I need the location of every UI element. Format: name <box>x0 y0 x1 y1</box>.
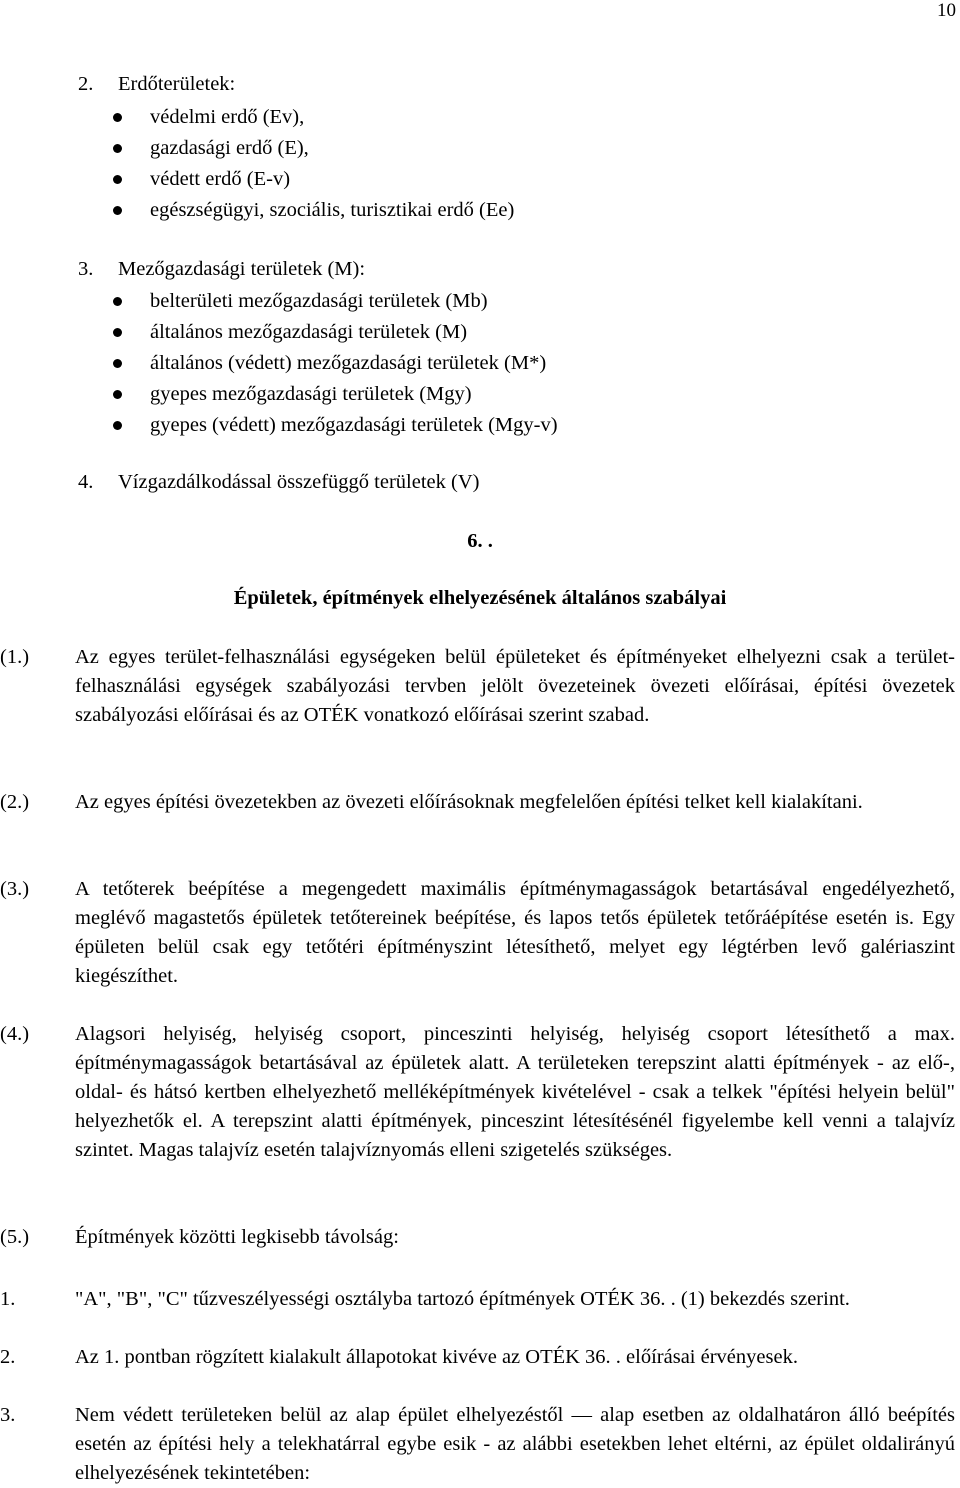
item-number: 1. <box>0 1288 16 1310</box>
paragraph <box>0 875 960 991</box>
page-number: 10 <box>937 0 956 21</box>
list-item: általános (védett) mezőgazdasági területek (M*) <box>104 348 558 379</box>
paragraph-text: Építmények közötti legkisebb távolság: <box>75 1226 399 1248</box>
numbered-item <box>0 1285 960 1314</box>
bullet-icon <box>113 421 122 430</box>
paragraph-number: (2.) <box>0 791 30 813</box>
section-number: 2. <box>78 73 94 95</box>
section-number: 4. <box>78 471 94 493</box>
paragraph-number: (1.) <box>0 646 30 668</box>
bullet-icon <box>113 359 122 368</box>
item-text: "A", "B", "C" tűzveszélyességi osztályba tartozó építmények OTÉK 36. . (1) bekezdés szerint. <box>75 1288 850 1310</box>
agriculture-categories-list <box>104 286 558 441</box>
section-heading-agriculture <box>78 255 365 284</box>
section-title: Erdőterületek: <box>118 73 236 95</box>
section-heading-forests <box>78 70 235 99</box>
section-heading-water <box>78 468 479 497</box>
list-item: általános mezőgazdasági területek (M) <box>104 317 558 348</box>
bullet-icon <box>113 144 122 153</box>
list-item: védett erdő (E-v) <box>104 164 514 195</box>
paragraph <box>0 643 960 730</box>
item-number: 3. <box>0 1404 16 1426</box>
paragraph <box>0 1020 960 1165</box>
forest-categories-list <box>104 102 514 226</box>
list-item: védelmi erdő (Ev), <box>104 102 514 133</box>
section-number: 3. <box>78 258 94 280</box>
item-number: 2. <box>0 1346 16 1368</box>
list-item: belterületi mezőgazdasági területek (Mb) <box>104 286 558 317</box>
list-item: gazdasági erdő (E), <box>104 133 514 164</box>
paragraph <box>0 788 960 817</box>
bullet-icon <box>113 297 122 306</box>
list-item: egészségügyi, szociális, turisztikai erdő (Ee) <box>104 195 514 226</box>
bullet-icon <box>113 206 122 215</box>
paragraph-text: Az egyes terület-felhasználási egységeken belül épületeket és építményeket elhelyezni csak a terület-felhasználási egységek szabályozási tervben jelölt övezeteinek övezeti előírásai, építési övezetek szabályozási előírásai és az OTÉK vonatkozó előírásai szerint szabad. <box>75 646 955 726</box>
bullet-icon <box>113 390 122 399</box>
paragraph-number: (5.) <box>0 1226 30 1248</box>
paragraph-text: Az egyes építési övezetekben az övezeti előírásoknak megfelelően építési telket kell kialakítani. <box>75 791 863 813</box>
numbered-item <box>0 1401 960 1488</box>
item-text: Nem védett területeken belül az alap épület elhelyezéstől — alap esetben az oldalhatáron álló beépítés esetén az építési hely a telekhatárral egybe esik - az alábbi esetekben lehet eltérni, az épület oldalirányú elhelyezésének tekintetében: <box>75 1404 955 1484</box>
list-item: gyepes mezőgazdasági területek (Mgy) <box>104 379 558 410</box>
paragraph <box>0 1223 960 1252</box>
bullet-icon <box>113 113 122 122</box>
paragraph-text: A tetőterek beépítése a megengedett maximális építménymagasságok betartásával engedélyezhető, meglévő magastetős épületek tetőtereinek beépítése, és lapos tetős épületek tetőráépítése esetén is. Egy épületen belül csak egy tetőtéri építményszint létesíthető, melyet egy légtérben levő galériaszint kiegészíthet. <box>75 878 955 987</box>
bullet-icon <box>113 175 122 184</box>
numbered-item <box>0 1343 960 1372</box>
paragraph-text: Alagsori helyiség, helyiség csoport, pinceszinti helyiség, helyiség csoport létesíthető a max. építménymagasságok betartásával az épületek alatt. A területeken terepszint alatti építmények - az elő-, oldal- és hátsó kertben elhelyezhető melléképítmények kivételével - csak a telkek "építési helyein belül" helyezhetők el. A terepszint alatti építmények, pinceszint létesítésénél figyelembe kell venni a talajvíz szintet. Magas talajvíz esetén talajvíznyomás elleni szigetelés szükséges. <box>75 1023 955 1161</box>
item-text: Az 1. pontban rögzített kialakult állapotokat kivéve az OTÉK 36. . előírásai érvényesek. <box>75 1346 798 1368</box>
section-title: Mezőgazdasági területek (M): <box>118 258 366 280</box>
chapter-title: Épületek, építmények elhelyezésének általános szabályai <box>233 587 727 609</box>
list-item: gyepes (védett) mezőgazdasági területek (Mgy-v) <box>104 410 558 441</box>
paragraph-number: (4.) <box>0 1023 30 1045</box>
bullet-icon <box>113 328 122 337</box>
section-title: Vízgazdálkodással összefüggő területek (V) <box>118 471 480 493</box>
paragraph-number: (3.) <box>0 878 30 900</box>
chapter-number: 6. . <box>467 530 493 552</box>
